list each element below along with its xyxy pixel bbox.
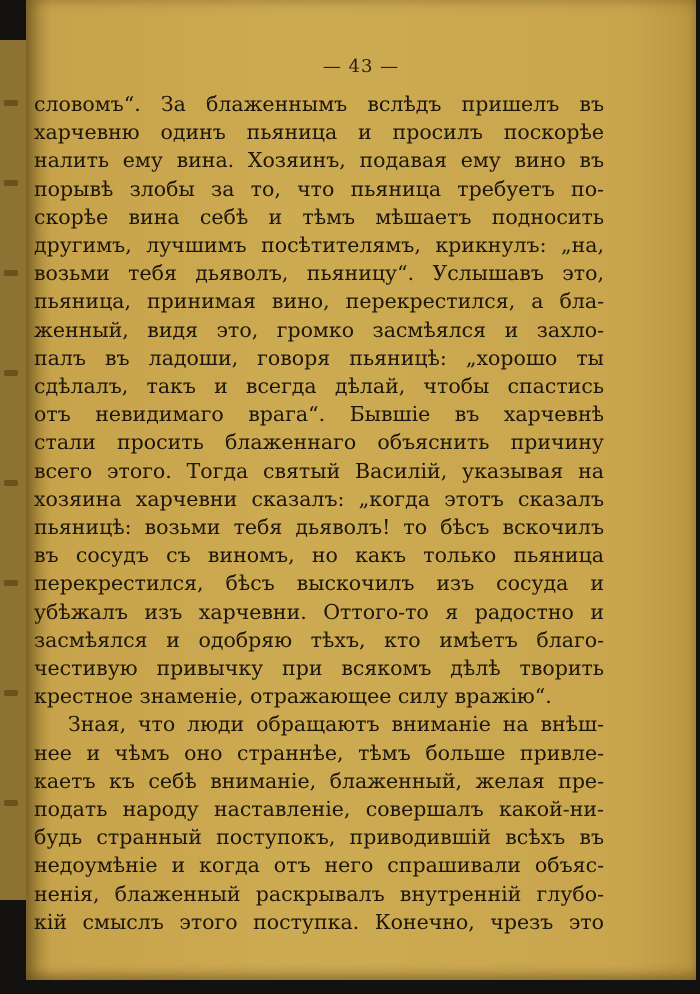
text-line: порывѣ злобы за то, что пьяница требуетъ по-: [34, 176, 604, 201]
text-line: каетъ къ себѣ вниманіе, блаженный, желая пре-: [34, 768, 604, 793]
text-line: засмѣялся и одобряю тѣхъ, кто имѣетъ благо-: [34, 627, 604, 652]
edge-mark: [4, 270, 18, 276]
edge-mark: [4, 100, 18, 106]
edge-mark: [4, 580, 18, 586]
edge-mark: [4, 370, 18, 376]
text-line: палъ въ ладоши, говоря пьяницѣ: „хорошо ты: [34, 345, 604, 370]
text-line: крестное знаменіе, отражающее силу вражію“.: [34, 684, 552, 709]
text-line: перекрестился, бѣсъ выскочилъ изъ сосуда и: [34, 571, 604, 596]
text-line: стали просить блаженнаго объяснить причину: [34, 430, 604, 455]
text-line: будь странный поступокъ, приводившій всѣхъ въ: [34, 825, 604, 850]
text-line: подать народу наставленіе, совершалъ какой-ни-: [34, 797, 604, 822]
text-line: другимъ, лучшимъ посѣтителямъ, крикнулъ: „на,: [34, 233, 604, 258]
edge-mark: [4, 180, 18, 186]
text-line: словомъ“. За блаженнымъ вслѣдъ пришелъ въ: [34, 92, 604, 116]
text-line: женный, видя это, громко засмѣялся и захло-: [34, 317, 604, 342]
opposite-page-edge: [0, 40, 26, 900]
text-line: скорѣе вина себѣ и тѣмъ мѣшаетъ подносить: [34, 204, 604, 229]
text-line: честивую привычку при всякомъ дѣлѣ творить: [34, 656, 604, 681]
text-line: сдѣлалъ, такъ и всегда дѣлай, чтобы спастись: [34, 374, 604, 399]
text-line: недоумѣніе и когда отъ него спрашивали объяс-: [34, 853, 604, 878]
text-line: харчевню одинъ пьяница и просилъ поскорѣе: [34, 120, 604, 145]
text-line: хозяина харчевни сказалъ: „когда этотъ сказалъ: [34, 486, 604, 511]
text-line: въ сосудъ съ виномъ, но какъ только пьяница: [34, 543, 604, 568]
text-line: налить ему вина. Хозяинъ, подавая ему вино въ: [34, 148, 604, 173]
edge-mark: [4, 690, 18, 696]
text-line: возьми тебя дьяволъ, пьяницу“. Услышавъ это,: [34, 261, 604, 286]
text-line: кій смыслъ этого поступка. Конечно, чрезъ это: [34, 909, 604, 934]
body-text: [34, 90, 604, 936]
text-line: отъ невидимаго врага“. Бывшіе въ харчевнѣ: [34, 402, 604, 427]
text-line: ненія, блаженный раскрывалъ внутренній глубо-: [34, 881, 604, 906]
text-line: Зная, что люди обращаютъ вниманіе на внѣш-: [68, 712, 604, 737]
text-line: пьяницѣ: возьми тебя дьяволъ! то бѣсъ вскочилъ: [34, 515, 604, 540]
book-page: [26, 0, 696, 980]
text-line: пьяница, принимая вино, перекрестился, а бла-: [34, 289, 604, 314]
edge-mark: [4, 800, 18, 806]
text-line: убѣжалъ изъ харчевни. Оттого-то я радостно и: [34, 599, 604, 624]
text-line: всего этого. Тогда святый Василій, указывая на: [34, 458, 604, 483]
edge-mark: [4, 480, 18, 486]
page-number: — 43 —: [322, 56, 400, 77]
text-line: нее и чѣмъ оно страннѣе, тѣмъ больше привле-: [34, 740, 604, 765]
